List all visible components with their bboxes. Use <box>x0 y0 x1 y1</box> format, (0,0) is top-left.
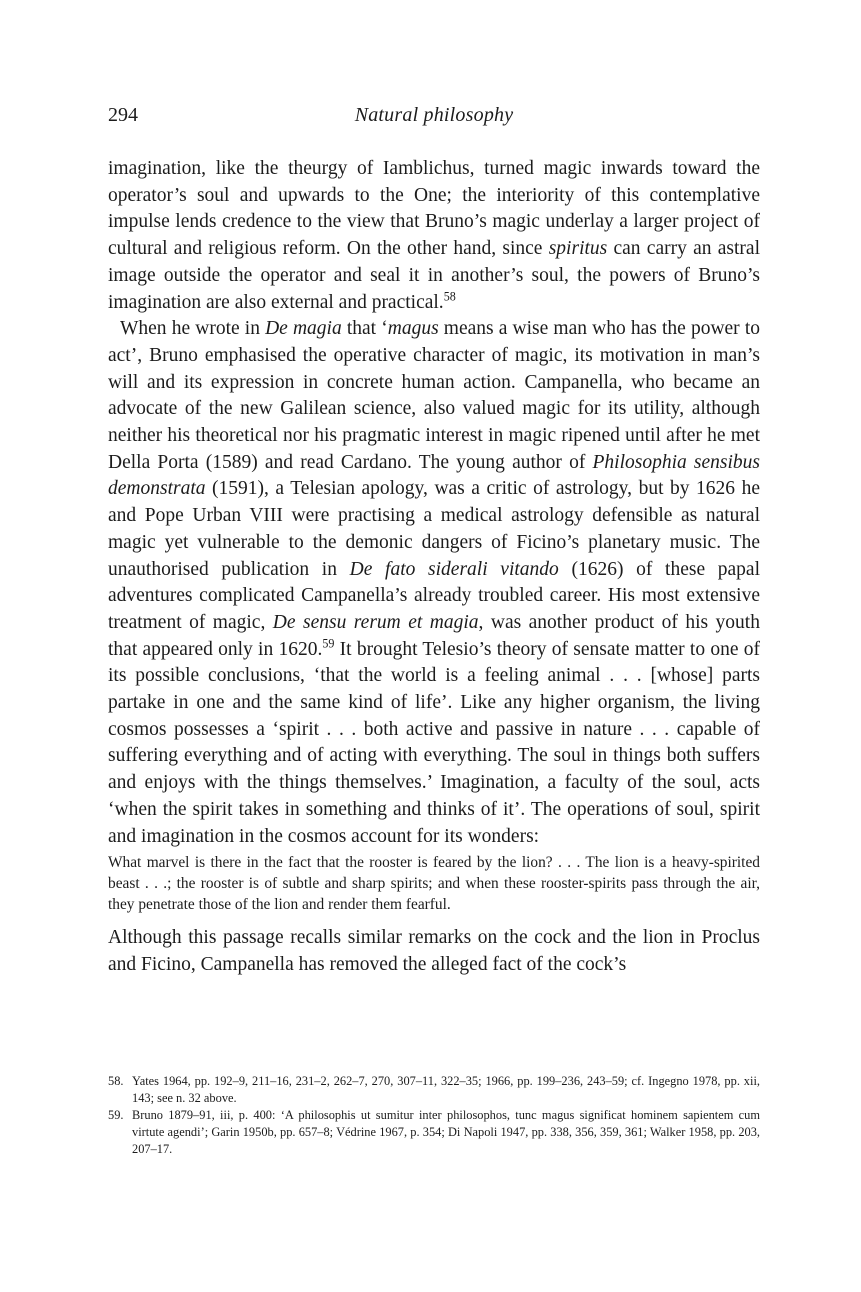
text-run: that ‘ <box>341 318 388 340</box>
italic-text: De fato siderali vitando <box>349 558 559 580</box>
text-run: means a wise man who has the power to act’, Bruno emphasised the operative character of magic, its motivation in man’s will and its expression in concrete human action. Campanella, who became an advocate of the new Galilean science, also valued magic for its utility, although neither his theoretical nor his pragmatic interest in magic ripened until after he met Della Porta (1589) and read Cardano. The young author of <box>108 318 760 473</box>
text-run: When he wrote in <box>120 318 266 340</box>
text-run: It brought Telesio’s theory of sensate matter to one of its possible conclusions, ‘that the world is a feeling animal . . . [whose] parts partake in one and the same kind of life’. Like any higher organism, the living cosmos possesses a ‘spirit . . . both active and passive in nature . . . capable of suffering everything and of acting with everything. The soul in things both suffers and enjoys with the things themselves.’ Imagination, a faculty of the soul, acts ‘when the spirit takes in something and thinks of it’. The operations of soul, spirit and imagination in the cosmos account for its wonders: <box>108 638 760 847</box>
footnote-number: 58. <box>108 1074 124 1088</box>
running-head: Natural philosophy <box>354 104 514 126</box>
text-run: imagination, like the theurgy of Iamblichus, turned magic inwards toward the operator’s soul and upwards to the One; the interiority of this contemplative impulse lends credence to the view that Bruno’s magic underlay a larger project of cultural and religious reform. On the other hand, since <box>108 158 760 260</box>
main-text <box>108 156 760 979</box>
italic-text: De sensu rerum et magia <box>272 611 479 633</box>
text-run: , was another product of his youth that appeared only in 1620. <box>108 611 760 660</box>
footnote-ref: 58 <box>443 289 456 304</box>
page-number: 294 <box>108 104 138 126</box>
footnote-58 <box>108 1073 760 1107</box>
footnote-number: 59. <box>108 1108 124 1122</box>
footnote-ref: 59 <box>322 636 335 651</box>
closing-paragraph: Although this passage recalls similar remarks on the cock and the lion in Proclus and Ficino, Campanella has removed the alleged fact of the cock’s <box>108 927 760 976</box>
footnote-text: Bruno 1879–91, iii, p. 400: ‘A philosophis ut sumitur inter philosophos, tunc magus significat hominem sapientem cum virtute agendi’; Garin 1950b, pp. 657–8; Védrine 1967, p. 354; Di Napoli 1947, pp. 338, 356, 359, 361; Walker 1958, pp. 203, 207–17. <box>132 1108 760 1156</box>
paragraph-2 <box>108 316 760 850</box>
block-quote: What marvel is there in the fact that the rooster is feared by the lion? . . . The lion is a heavy-spirited beast . . .; the rooster is of subtle and sharp spirits; and when these rooster-spirits pass through the air, they penetrate those of the lion and render them fearful. <box>108 854 760 913</box>
footnote-text: Yates 1964, pp. 192–9, 211–16, 231–2, 262–7, 270, 307–11, 322–35; 1966, pp. 199–236, 243–59; cf. Ingegno 1978, pp. xii, 143; see n. 32 above. <box>132 1074 760 1105</box>
italic-text: Philosophia sensibus demonstrata <box>108 451 761 500</box>
page-header <box>108 104 760 134</box>
paragraph-1 <box>108 156 760 316</box>
text-run: (1626) of these papal adventures complicated Campanella’s already troubled career. His most extensive treatment of magic, <box>108 558 760 633</box>
footnotes <box>108 1073 760 1158</box>
text-run: (1591), a Telesian apology, was a critic of astrology, but by 1626 he and Pope Urban VIII were practising a medical astrology defensible as natural magic yet vulnerable to the demonic dangers of Ficino’s planetary music. The unauthorised publication in <box>108 478 760 580</box>
italic-text: De magia <box>265 318 342 340</box>
italic-text: magus <box>387 318 439 340</box>
italic-text: spiritus <box>548 238 608 260</box>
text-run: can carry an astral image outside the operator and seal it in another’s soul, the powers of Bruno’s imagination are also external and practical. <box>108 238 760 313</box>
footnote-59 <box>108 1107 760 1158</box>
